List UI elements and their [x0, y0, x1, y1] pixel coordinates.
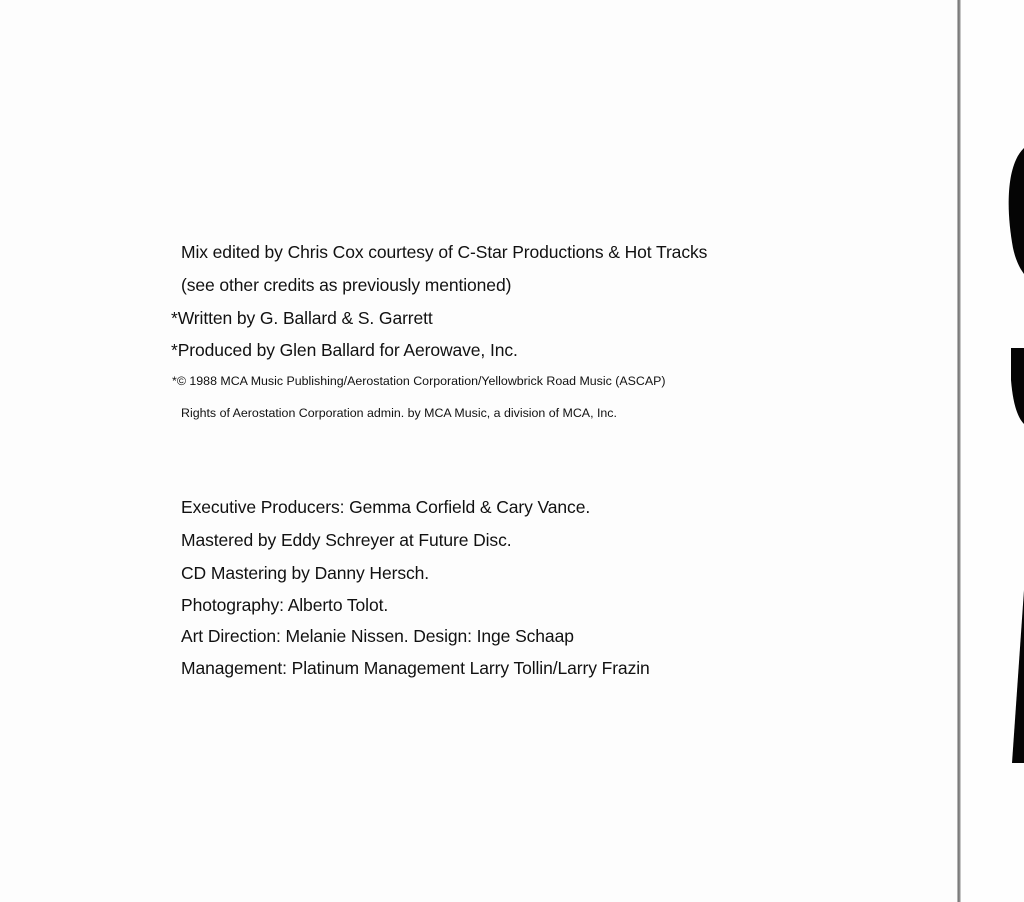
credit-copyright: *© 1988 MCA Music Publishing/Aerostation Corporation/Yellowbrick Road Music (ASCAP) [172, 374, 666, 388]
credit-management: Management: Platinum Management Larry Tollin/Larry Frazin [181, 658, 650, 678]
credit-art-direction: Art Direction: Melanie Nissen. Design: Inge Schaap [181, 626, 574, 646]
credit-mastered-by: Mastered by Eddy Schreyer at Future Disc. [181, 530, 512, 550]
liner-notes-right-page-edge [961, 0, 1024, 902]
letter-fragment-upper [1009, 148, 1024, 274]
credit-executive-producers: Executive Producers: Gemma Corfield & Cary Vance. [181, 497, 591, 517]
letter-fragment-middle [1011, 348, 1024, 424]
credit-see-other: (see other credits as previously mentioned) [181, 275, 512, 295]
credit-cd-mastering: CD Mastering by Danny Hersch. [181, 563, 430, 583]
credit-mix-edited: Mix edited by Chris Cox courtesy of C-Star Productions & Hot Tracks [181, 242, 708, 262]
credit-photography: Photography: Alberto Tolot. [181, 595, 389, 615]
credit-written-by: *Written by G. Ballard & S. Garrett [171, 308, 433, 328]
credit-rights-admin: Rights of Aerostation Corporation admin. by MCA Music, a division of MCA, Inc. [181, 406, 617, 420]
credit-produced-by: *Produced by Glen Ballard for Aerowave, Inc. [171, 340, 518, 360]
letter-fragment-lower [1012, 590, 1024, 763]
large-lettering-fragments [961, 0, 1024, 902]
